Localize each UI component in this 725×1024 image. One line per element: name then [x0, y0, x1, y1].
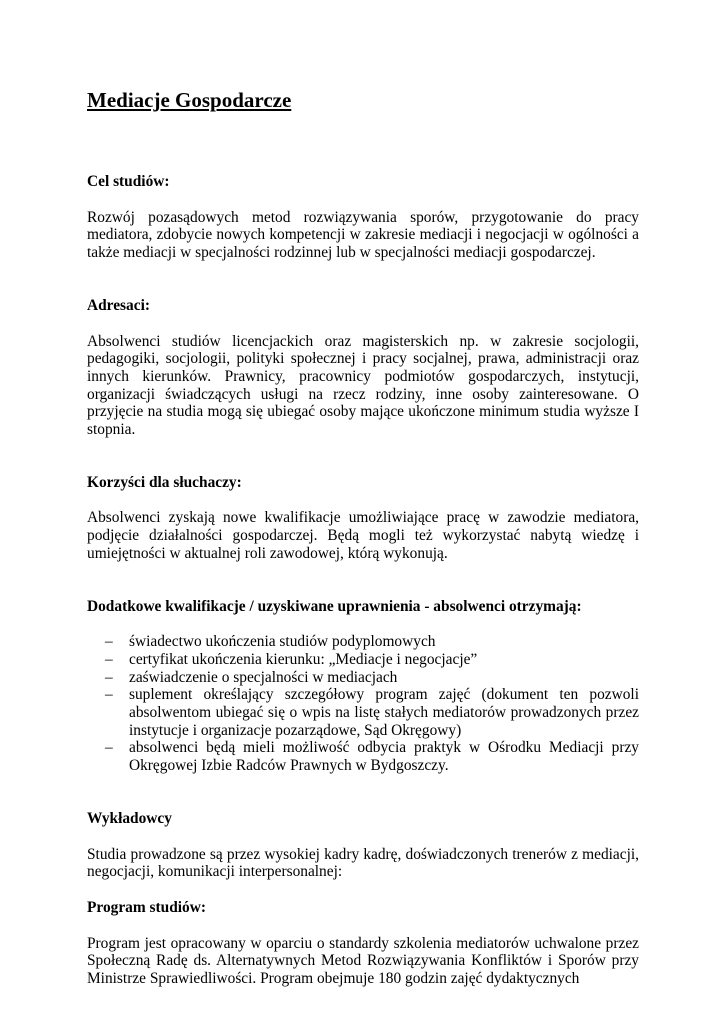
section-body-adresaci: Absolwenci studiów licencjackich oraz magisterskich np. w zakresie socjologii, pedagogiki, socjologii, polityki społecznej i pracy socjalnej, prawa, administracji oraz innych kierunków. Prawnicy, pracownicy podmiotów gospodarczych, instytucji, organizacji świadczących usługi na rzecz rodziny, inne osoby zainteresowane. O przyjęcie na studia mogą się ubiegać osoby mające ukończone minimum studia wyższe I stopnia.: [87, 332, 639, 439]
dash-marker: –: [105, 739, 113, 757]
document-content: [87, 88, 639, 988]
section-heading-korzysci: Korzyści dla słuchaczy:: [87, 473, 242, 491]
kwalifikacje-list: [87, 633, 639, 775]
section-heading-cel: Cel studiów:: [87, 173, 170, 190]
list-item: [87, 633, 639, 651]
section-body-korzysci: Absolwenci zyskają nowe kwalifikacje umożliwiające pracę w zawodzie mediatora, podjęcie działalności gospodarczej. Będą mogli też wykorzystać nabytą wiedzę i umiejętności w aktualnej roli zawodowej, którą wykonują.: [87, 509, 639, 562]
dash-marker: –: [105, 668, 113, 686]
section-heading-adresaci: Adresaci:: [87, 296, 150, 314]
list-item-text: absolwenci będą mieli możliwość odbycia praktyk w Ośrodku Mediacji przy Okręgowej Izbie Radców Prawnych w Bydgoszczy.: [129, 739, 639, 775]
section-body-program: Program jest opracowany w oparciu o standardy szkolenia mediatorów uchwalone przez Społeczną Radę ds. Alternatywnych Metod Rozwiązywania Konfliktów i Sporów przy Ministrze Sprawiedliwości. Program obejmuje 180 godzin zajęć dydaktycznych: [87, 934, 639, 988]
list-item-text: suplement określający szczegółowy program zajęć (dokument ten pozwoli absolwentom ubiegać się o wpis na listę stałych mediatorów prowadzonych przez instytucje i organizacje pozarządowe, Sąd Okręgowy): [129, 686, 639, 739]
list-item: [87, 739, 639, 774]
list-item: [87, 686, 639, 739]
section-heading-program: Program studiów:: [87, 898, 206, 916]
section-body-cel: Rozwój pozasądowych metod rozwiązywania sporów, przygotowanie do pracy mediatora, zdobycie nowych kompetencji w zakresie mediacji i negocjacji w ogólności a także mediacji w specjalności rodzinnej lub w specjalności mediacji gospodarczej.: [87, 208, 639, 262]
list-item: [87, 651, 639, 669]
page-title: Mediacje Gospodarcze: [87, 88, 292, 112]
list-item-text: zaświadczenie o specjalności w mediacjach: [129, 668, 398, 686]
dash-marker: –: [105, 633, 113, 651]
dash-marker: –: [105, 686, 113, 704]
list-item: [87, 669, 639, 687]
section-body-wykladowcy: Studia prowadzone są przez wysokiej kadry kadrę, doświadczonych trenerów z mediacji, negocjacji, komunikacji interpersonalnej:: [87, 845, 639, 881]
dash-marker: –: [105, 650, 113, 668]
list-item-text: certyfikat ukończenia kierunku: „Mediacje i negocjacje”: [129, 650, 478, 668]
section-heading-wykladowcy: Wykładowcy: [87, 809, 172, 827]
list-item-text: świadectwo ukończenia studiów podyplomowych: [129, 633, 436, 651]
section-heading-kwalifikacje: Dodatkowe kwalifikacje / uzyskiwane uprawnienia - absolwenci otrzymają:: [87, 597, 582, 615]
